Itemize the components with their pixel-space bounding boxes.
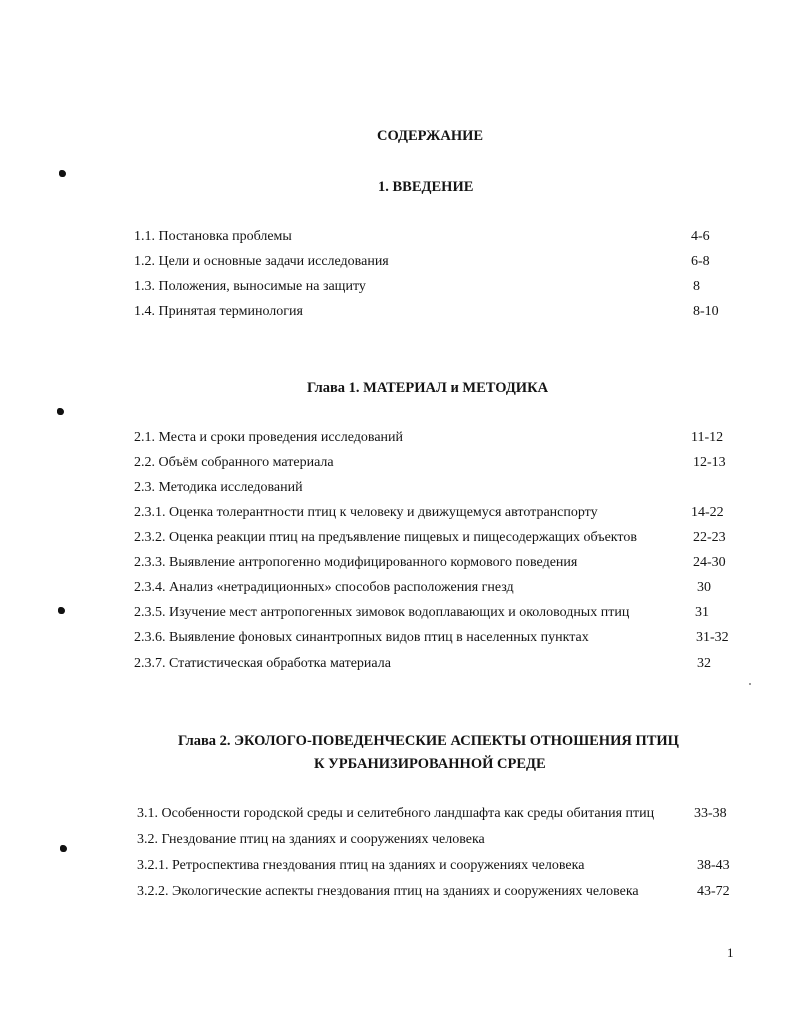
scan-mark bbox=[57, 408, 64, 415]
toc-entry-pages: 8-10 bbox=[693, 304, 719, 319]
toc-entry-pages: 8 bbox=[693, 279, 700, 294]
chapter-2-title-line-1: Глава 2. ЭКОЛОГО-ПОВЕДЕНЧЕСКИЕ АСПЕКТЫ ОТНОШЕНИЯ ПТИЦ bbox=[178, 733, 679, 749]
scan-mark bbox=[60, 845, 67, 852]
toc-entry-pages: 30 bbox=[697, 580, 711, 595]
toc-entry bbox=[0, 254, 796, 276]
toc-entry-title: 3.2. Гнездование птиц на зданиях и сооружениях человека bbox=[137, 832, 485, 847]
toc-entry bbox=[0, 229, 796, 251]
toc-entry bbox=[0, 656, 796, 678]
scan-mark bbox=[58, 607, 65, 614]
toc-entry bbox=[0, 555, 796, 577]
toc-entry-pages: 12-13 bbox=[693, 455, 726, 470]
toc-entry bbox=[0, 832, 796, 854]
toc-entry-pages: 4-6 bbox=[691, 229, 710, 244]
toc-entry-pages: 38-43 bbox=[697, 858, 730, 873]
chapter-1-title: Глава 1. МАТЕРИАЛ и МЕТОДИКА bbox=[307, 380, 549, 396]
toc-entry-title: 2.3.4. Анализ «нетрадиционных» способов расположения гнезд bbox=[134, 580, 514, 595]
section-1-title: 1. ВВЕДЕНИЕ bbox=[378, 179, 474, 195]
toc-entry-pages: 6-8 bbox=[691, 254, 710, 269]
toc-entry-title: 2.3. Методика исследований bbox=[134, 480, 303, 495]
toc-entry bbox=[0, 605, 796, 627]
toc-entry-pages: 11-12 bbox=[691, 430, 724, 445]
toc-entry-title: 1.3. Положения, выносимые на защиту bbox=[134, 279, 366, 294]
chapter-2-title-line-2: К УРБАНИЗИРОВАННОЙ СРЕДЕ bbox=[314, 756, 546, 772]
toc-entry-title: 2.3.5. Изучение мест антропогенных зимовок водоплавающих и околоводных птиц bbox=[134, 605, 630, 620]
toc-entry-title: 2.1. Места и сроки проведения исследований bbox=[134, 430, 404, 445]
toc-entry-title: 2.3.2. Оценка реакции птиц на предъявление пищевых и пищесодержащих объектов bbox=[134, 530, 637, 545]
toc-entry-pages: 22-23 bbox=[693, 530, 726, 545]
toc-entry bbox=[0, 858, 796, 880]
toc-entry-title: 2.2. Объём собранного материала bbox=[134, 455, 334, 470]
toc-entry bbox=[0, 304, 796, 326]
toc-entry-title: 3.1. Особенности городской среды и селитебного ландшафта как среды обитания птиц bbox=[137, 806, 655, 821]
toc-entry-pages: 14-22 bbox=[691, 505, 724, 520]
toc-entry-pages: 32 bbox=[697, 656, 711, 671]
toc-entry bbox=[0, 430, 796, 452]
page-number: 1 bbox=[727, 945, 734, 960]
toc-entry bbox=[0, 884, 796, 906]
toc-entry bbox=[0, 505, 796, 527]
toc-entry bbox=[0, 480, 796, 502]
contents-heading: СОДЕРЖАНИЕ bbox=[377, 128, 484, 144]
toc-entry-pages: 31-32 bbox=[696, 630, 729, 645]
toc-entry-title: 1.4. Принятая терминология bbox=[134, 304, 303, 319]
toc-entry-pages: 24-30 bbox=[693, 555, 726, 570]
toc-entry-title: 2.3.1. Оценка толерантности птиц к человеку и движущемуся автотранспорту bbox=[134, 505, 598, 520]
toc-entry-title: 1.1. Постановка проблемы bbox=[134, 229, 292, 244]
scan-speck bbox=[749, 683, 751, 685]
toc-entry bbox=[0, 630, 796, 652]
toc-entry-title: 3.2.1. Ретроспектива гнездования птиц на зданиях и сооружениях человека bbox=[137, 858, 585, 873]
toc-entry-title: 2.3.7. Статистическая обработка материала bbox=[134, 656, 391, 671]
scan-mark bbox=[59, 170, 66, 177]
toc-entry bbox=[0, 455, 796, 477]
toc-entry-title: 2.3.6. Выявление фоновых синантропных видов птиц в населенных пунктах bbox=[134, 630, 589, 645]
toc-entry bbox=[0, 580, 796, 602]
toc-entry-title: 1.2. Цели и основные задачи исследования bbox=[134, 254, 389, 269]
toc-entry bbox=[0, 806, 796, 828]
toc-entry bbox=[0, 279, 796, 301]
toc-entry-pages: 43-72 bbox=[697, 884, 730, 899]
toc-entry bbox=[0, 530, 796, 552]
toc-entry-title: 2.3.3. Выявление антропогенно модифицированного кормового поведения bbox=[134, 555, 578, 570]
toc-entry-pages: 33-38 bbox=[694, 806, 727, 821]
toc-entry-pages: 31 bbox=[695, 605, 709, 620]
toc-entry-title: 3.2.2. Экологические аспекты гнездования птиц на зданиях и сооружениях человека bbox=[137, 884, 639, 899]
